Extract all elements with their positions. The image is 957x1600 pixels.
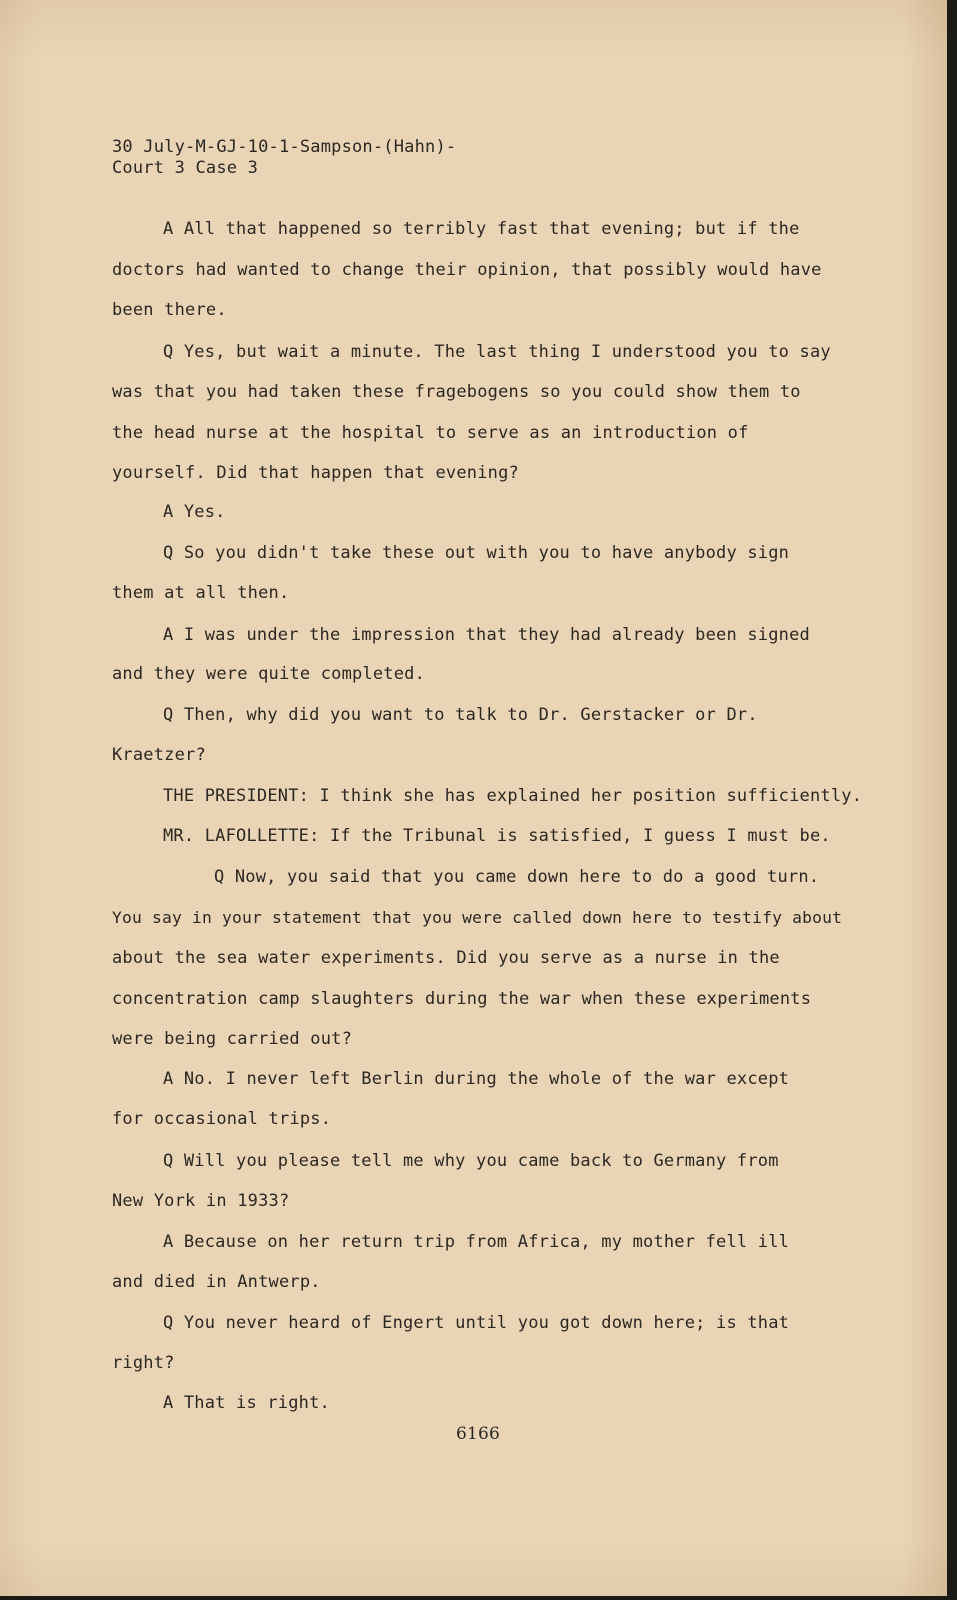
text-line: and died in Antwerp. xyxy=(112,1272,321,1292)
text-line: Q Will you please tell me why you came back to Germany from xyxy=(163,1151,779,1171)
scan-bottom-edge xyxy=(0,1596,957,1600)
text-line: Q Now, you said that you came down here to do a good turn. xyxy=(214,867,820,887)
text-line: A All that happened so terribly fast that evening; but if the xyxy=(163,219,800,239)
text-line: Kraetzer? xyxy=(112,745,206,765)
text-line: MR. LAFOLLETTE: If the Tribunal is satisfied, I guess I must be. xyxy=(163,826,831,846)
text-line: A I was under the impression that they had already been signed xyxy=(163,625,810,645)
text-line: Q So you didn't take these out with you to have anybody sign xyxy=(163,543,790,563)
text-line: them at all then. xyxy=(112,583,290,603)
text-line: concentration camp slaughters during the war when these experiments xyxy=(112,989,812,1009)
text-line: yourself. Did that happen that evening? xyxy=(112,463,519,483)
text-line: A Because on her return trip from Africa, my mother fell ill xyxy=(163,1232,790,1252)
text-line: A Yes. xyxy=(163,502,226,522)
text-line: for occasional trips. xyxy=(112,1109,332,1129)
text-line: A That is right. xyxy=(163,1393,330,1413)
text-line: Q You never heard of Engert until you got down here; is that xyxy=(163,1313,790,1333)
text-line: You say in your statement that you were called down here to testify about xyxy=(112,908,843,927)
scan-edge xyxy=(947,0,957,1600)
text-line: A No. I never left Berlin during the whole of the war except xyxy=(163,1069,790,1089)
text-line: about the sea water experiments. Did you serve as a nurse in the xyxy=(112,948,780,968)
header-line-1: 30 July-M-GJ-10-1-Sampson-(Hahn)- xyxy=(112,137,457,157)
text-line: New York in 1933? xyxy=(112,1191,290,1211)
text-line: Q Yes, but wait a minute. The last thing I understood you to say xyxy=(163,342,831,362)
text-line: was that you had taken these fragebogens so you could show them to xyxy=(112,382,801,402)
text-line: been there. xyxy=(112,300,227,320)
text-line: and they were quite completed. xyxy=(112,664,426,684)
text-line: Q Then, why did you want to talk to Dr. Gerstacker or Dr. xyxy=(163,705,758,725)
page-number: 6166 xyxy=(456,1424,501,1444)
header-line-2: Court 3 Case 3 xyxy=(112,158,259,178)
text-line: THE PRESIDENT: I think she has explained her position sufficiently. xyxy=(163,786,863,806)
text-line: were being carried out? xyxy=(112,1029,353,1049)
text-line: the head nurse at the hospital to serve as an introduction of xyxy=(112,423,749,443)
text-line: right? xyxy=(112,1353,175,1373)
text-line: doctors had wanted to change their opinion, that possibly would have xyxy=(112,260,822,280)
